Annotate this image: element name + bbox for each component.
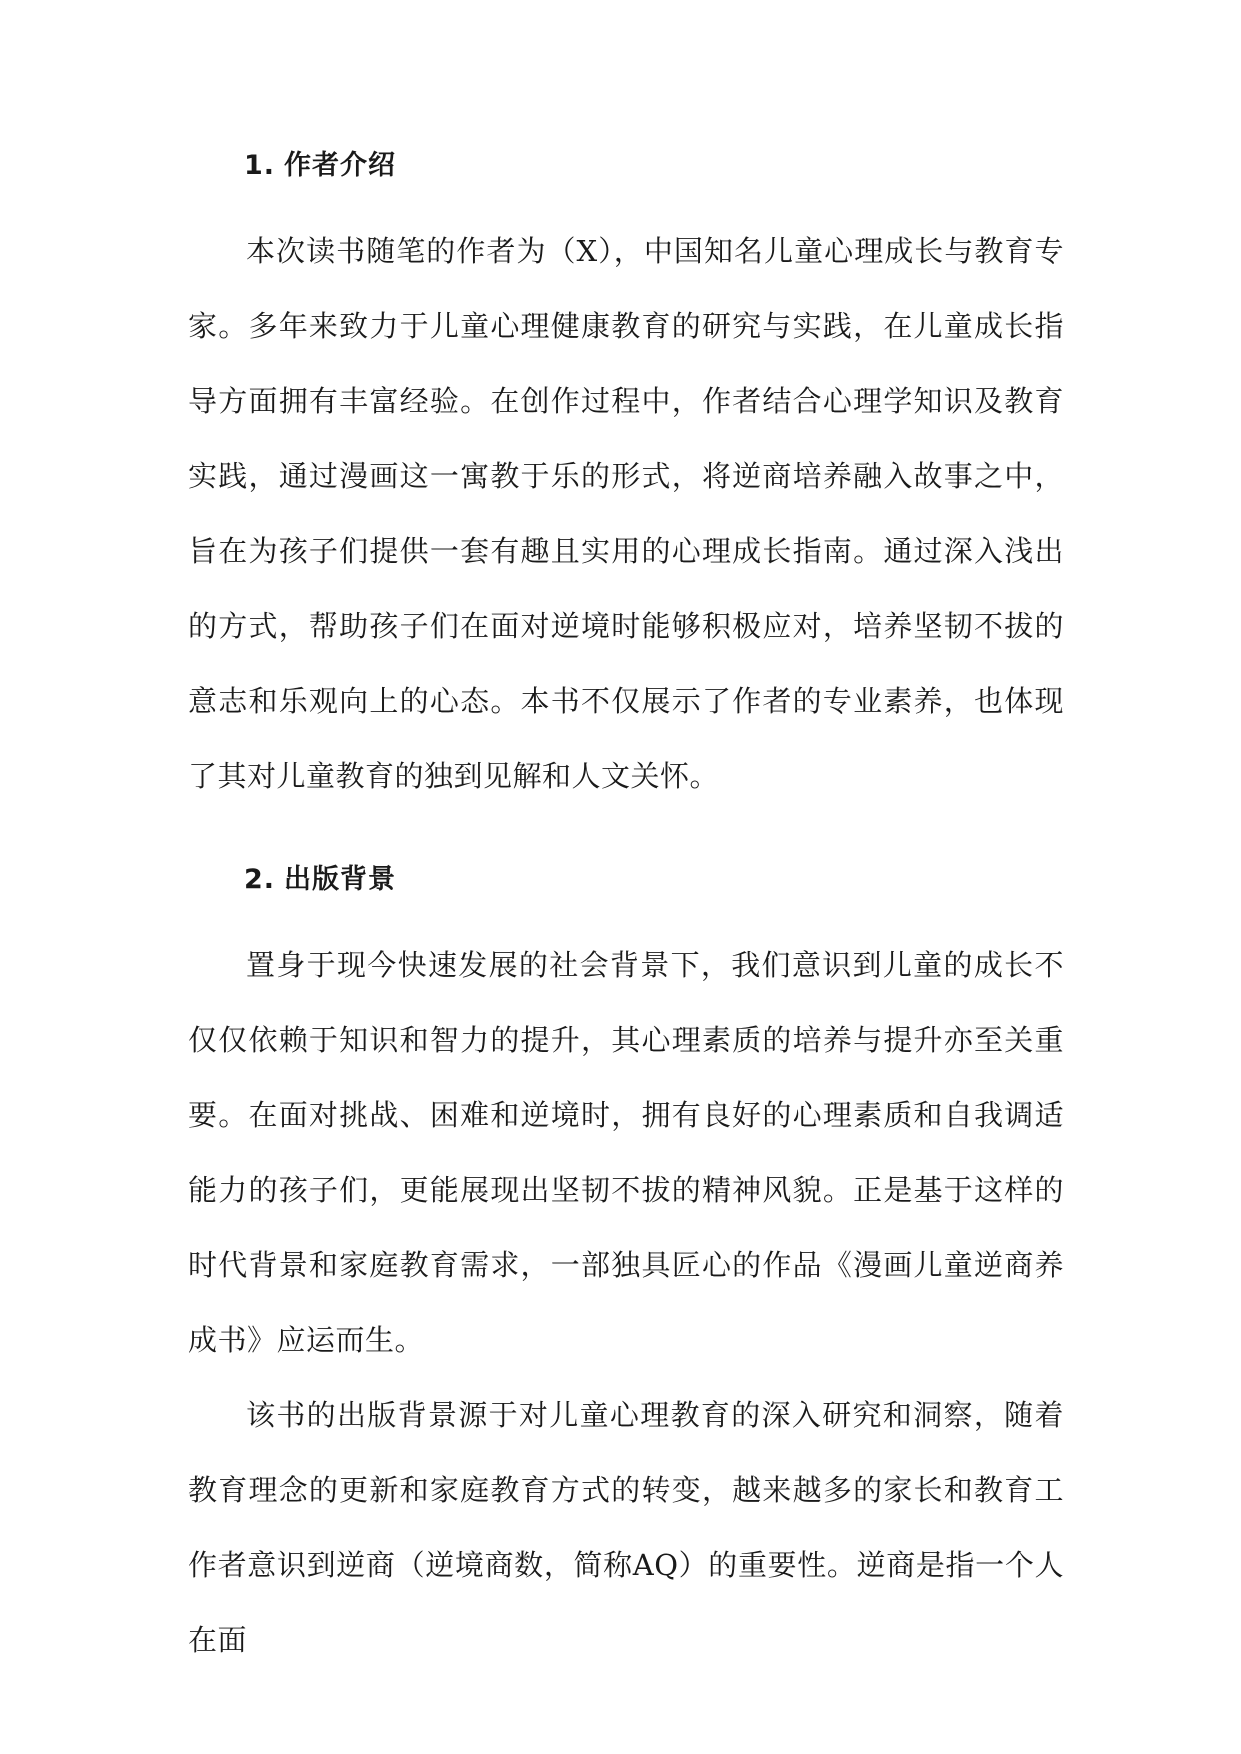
- paragraph: 置身于现今快速发展的社会背景下，我们意识到儿童的成长不仅仅依赖于知识和智力的提升，其心理素质的培养与提升亦至关重要。在面对挑战、困难和逆境时，拥有良好的心理素质和自我调适能力的孩子们，更能展现出坚韧不拔的精神风貌。正是基于这样的时代背景和家庭教育需求，一部独具匠心的作品《漫画儿童逆商养成书》应运而生。: [188, 948, 1064, 1357]
- section-heading: [244, 860, 1064, 900]
- section-number: 2.: [244, 864, 276, 895]
- section-title: 作者介绍: [284, 150, 396, 181]
- section-publication-background: [188, 860, 1064, 1678]
- section-number: 1.: [244, 150, 276, 181]
- section-author-intro: [188, 146, 1064, 814]
- paragraph: 该书的出版背景源于对儿童心理教育的深入研究和洞察，随着教育理念的更新和家庭教育方式的转变，越来越多的家长和教育工作者意识到逆商（逆境商数，简称AQ）的重要性。逆商是指一个人在面: [188, 1398, 1064, 1657]
- document-body: [188, 146, 1064, 1678]
- section-title: 出版背景: [284, 864, 396, 895]
- section-heading: [244, 146, 1064, 186]
- paragraph: 本次读书随笔的作者为（X），中国知名儿童心理成长与教育专家。多年来致力于儿童心理健康教育的研究与实践，在儿童成长指导方面拥有丰富经验。在创作过程中，作者结合心理学知识及教育实践，通过漫画这一寓教于乐的形式，将逆商培养融入故事之中，旨在为孩子们提供一套有趣且实用的心理成长指南。通过深入浅出的方式，帮助孩子们在面对逆境时能够积极应对，培养坚韧不拔的意志和乐观向上的心态。本书不仅展示了作者的专业素养，也体现了其对儿童教育的独到见解和人文关怀。: [188, 234, 1064, 793]
